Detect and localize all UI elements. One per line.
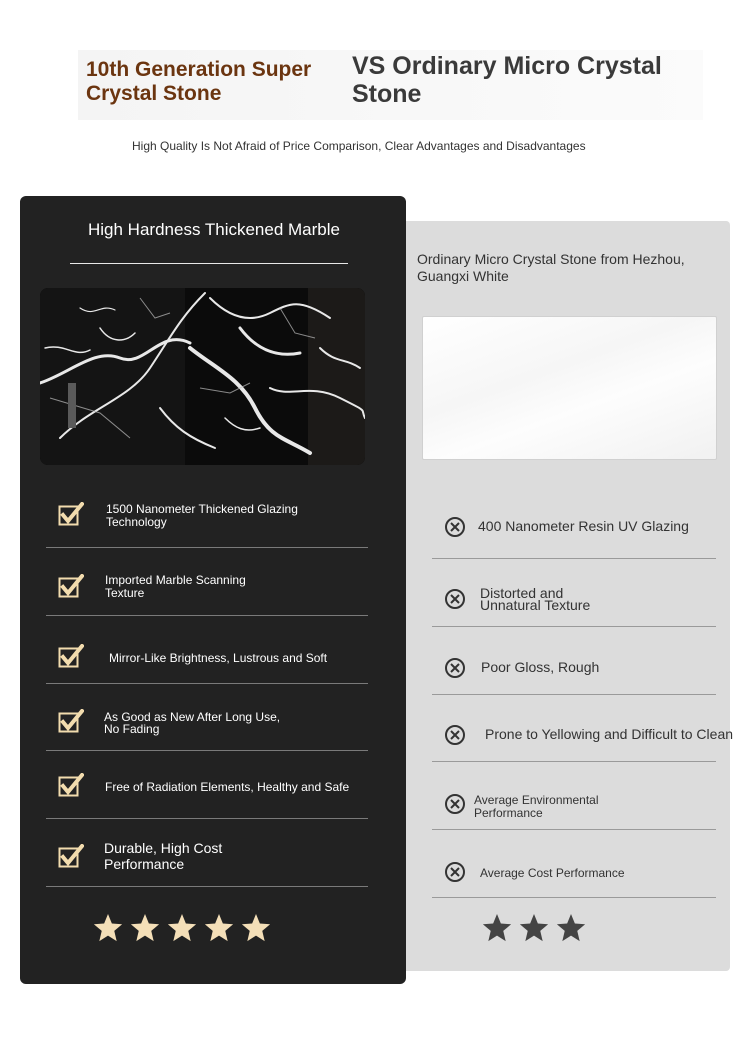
x-circle-icon [444, 588, 466, 610]
feature-text: Average Environmental Performance [474, 793, 599, 820]
feature-text: Free of Radiation Elements, Healthy and Safe [105, 780, 350, 794]
feature-text: Imported Marble Scanning Texture [105, 573, 246, 600]
check-icon [58, 644, 84, 668]
feature-text: As Good as New After Long Use, No Fading [104, 710, 281, 736]
feature-text: 1500 Nanometer Thickened Glazing Technology [106, 502, 298, 529]
star-icon [240, 912, 272, 944]
rating-stars-right [481, 912, 592, 952]
black-marble-image [40, 288, 365, 465]
list-item [432, 830, 716, 898]
list-item [46, 480, 368, 548]
left-title-underline [70, 263, 348, 264]
list-item [46, 548, 368, 616]
star-icon [555, 912, 587, 944]
check-icon [58, 773, 84, 797]
star-icon [129, 912, 161, 944]
feature-text: Poor Gloss, Rough [481, 659, 600, 675]
feature-text: Mirror-Like Brightness, Lustrous and Soft [109, 651, 328, 665]
page-subtitle: High Quality Is Not Afraid of Price Comparison, Clear Advantages and Disadvantages [132, 139, 586, 153]
feature-text: Prone to Yellowing and Difficult to Clean [485, 726, 734, 742]
star-icon [203, 912, 235, 944]
list-item [432, 492, 716, 559]
page-title-right: VS Ordinary Micro Crystal Stone [352, 52, 662, 108]
check-icon [58, 574, 84, 598]
x-circle-icon [444, 793, 466, 815]
x-circle-icon [444, 657, 466, 679]
page-title-left: 10th Generation Super Crystal Stone [86, 58, 312, 105]
list-item [432, 762, 716, 830]
x-circle-icon [444, 516, 466, 538]
rating-stars-left [92, 912, 277, 952]
star-icon [518, 912, 550, 944]
list-item [46, 751, 368, 819]
feature-text: Durable, High Cost Performance [104, 840, 223, 872]
feature-text: 400 Nanometer Resin UV Glazing [478, 518, 689, 534]
check-icon [58, 844, 84, 868]
star-icon [92, 912, 124, 944]
list-item [46, 616, 368, 684]
white-marble-image [422, 316, 717, 460]
feature-text: Distorted and Unnatural Texture [480, 585, 591, 613]
star-icon [166, 912, 198, 944]
check-icon [58, 502, 84, 526]
list-item [46, 684, 368, 751]
right-panel-title: Ordinary Micro Crystal Stone from Hezhou, Guangxi White [417, 251, 685, 284]
list-item [46, 819, 368, 887]
x-circle-icon [444, 861, 466, 883]
check-icon [58, 709, 84, 733]
x-circle-icon [444, 724, 466, 746]
list-item [432, 627, 716, 695]
list-item [432, 559, 716, 627]
left-panel-title: High Hardness Thickened Marble [88, 220, 340, 239]
list-item [432, 695, 734, 762]
star-icon [481, 912, 513, 944]
feature-text: Average Cost Performance [480, 866, 625, 880]
